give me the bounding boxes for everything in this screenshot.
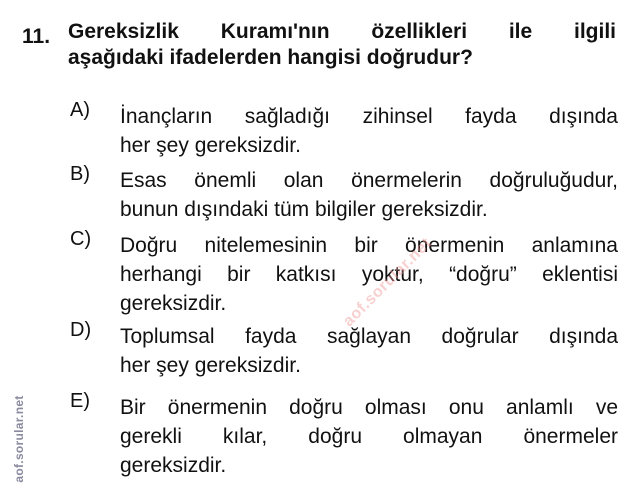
option-e-letter: E) bbox=[70, 390, 90, 412]
option-a-text bbox=[120, 102, 618, 160]
option-a-line-2: her şey gereksizdir. bbox=[120, 134, 301, 157]
diagonal-watermark: aof.sorular.net bbox=[340, 234, 436, 331]
option-c-line-3: gereksizdir. bbox=[120, 292, 227, 315]
option-b-line-2: bunun dışındaki tüm bilgiler gereksizdir. bbox=[120, 198, 488, 221]
option-b-text bbox=[120, 166, 618, 224]
option-d-line-1: Toplumsal fayda sağlayan doğrular dışında bbox=[120, 325, 618, 348]
question-stem bbox=[68, 19, 616, 71]
option-a-letter: A) bbox=[70, 99, 90, 121]
side-watermark: aof.sorular.net bbox=[12, 395, 26, 483]
question-stem-line-2: aşağıdaki ifadelerden hangisi doğrudur? bbox=[68, 46, 473, 69]
question-number: 11. bbox=[22, 25, 51, 48]
option-b-letter: B) bbox=[70, 163, 90, 185]
option-e-line-2: gerekli kılar, doğru olmayan önermeler bbox=[120, 425, 618, 448]
question-stem-line-1: Gereksizlik Kuramı'nın özellikleri ile ilgili bbox=[68, 20, 616, 43]
option-e-text bbox=[120, 393, 618, 480]
option-d-text bbox=[120, 322, 618, 380]
option-c-line-1: Doğru nitelemesinin bir önermenin anlamına bbox=[120, 234, 618, 257]
option-e-line-3: gereksizdir. bbox=[120, 454, 227, 477]
option-c-letter: C) bbox=[70, 228, 92, 250]
option-c-line-2: herhangi bir katkısı yoktur, “doğru” eklentisi bbox=[120, 263, 618, 286]
option-e-line-1: Bir önermenin doğru olması onu anlamlı ve bbox=[120, 396, 618, 419]
option-a-line-1: İnançların sağladığı zihinsel fayda dışında bbox=[120, 105, 618, 128]
option-b-line-1: Esas önemli olan önermelerin doğruluğudur, bbox=[120, 169, 618, 192]
option-d-letter: D) bbox=[70, 319, 92, 341]
option-d-line-2: her şey gereksizdir. bbox=[120, 354, 301, 377]
